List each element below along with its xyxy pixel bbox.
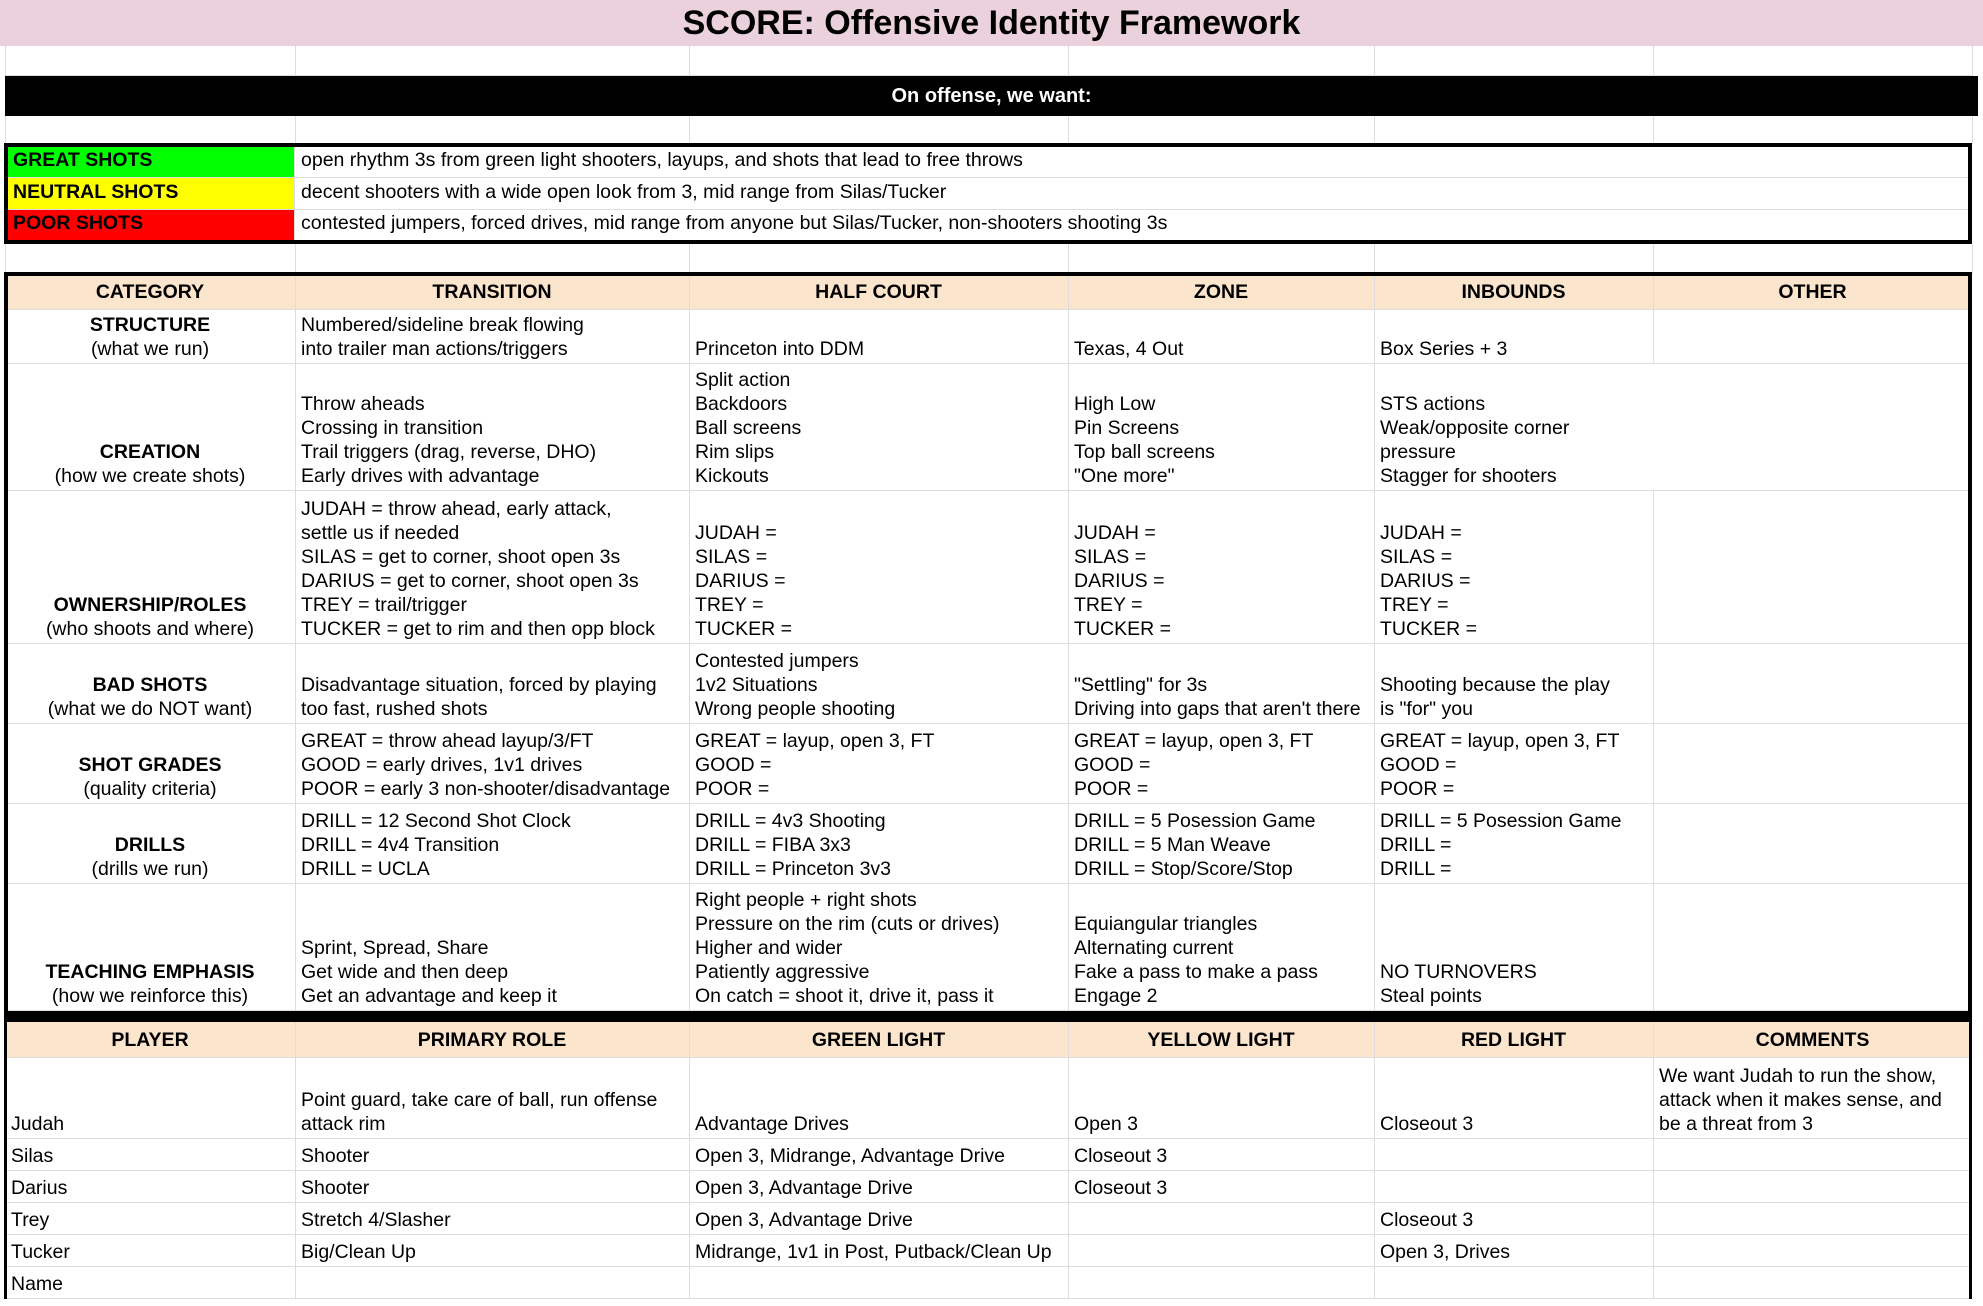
framework-cell[interactable]: Sprint, Spread, Share Get wide and then deep Get an advantage and keep it <box>301 937 557 1007</box>
framework-cell[interactable]: JUDAH = SILAS = DARIUS = TREY = TUCKER = <box>695 522 792 640</box>
grid-line <box>1374 274 1375 1011</box>
framework-cell[interactable]: JUDAH = SILAS = DARIUS = TREY = TUCKER = <box>1380 522 1477 640</box>
thick-border <box>4 272 8 1014</box>
framework-cell[interactable]: DRILL = 4v3 Shooting DRILL = FIBA 3x3 DRILL = Princeton 3v3 <box>695 810 892 880</box>
grid-line <box>5 46 6 76</box>
grid-line <box>689 244 690 274</box>
player-cell[interactable] <box>1068 1235 1374 1267</box>
category-subtitle: (what we run) <box>90 338 210 360</box>
player-cell[interactable]: Point guard, take care of ball, run offense attack rim <box>301 1089 658 1135</box>
grid-line <box>1653 244 1654 274</box>
grid-line <box>1374 244 1375 274</box>
grid-line <box>5 177 1972 178</box>
player-name[interactable]: Silas <box>11 1145 54 1167</box>
thick-border <box>1968 143 1972 244</box>
thick-border <box>4 143 8 244</box>
player-cell[interactable] <box>1653 1139 1972 1171</box>
grid-line <box>1653 116 1654 144</box>
framework-cell[interactable]: DRILL = 5 Posession Game DRILL = 5 Man Weave DRILL = Stop/Score/Stop <box>1074 810 1316 880</box>
player-cell[interactable]: Shooter <box>301 1177 370 1199</box>
category-title: OWNERSHIP/ROLES <box>53 594 247 616</box>
player-cell[interactable]: We want Judah to run the show, attack when it makes sense, and be a threat from 3 <box>1659 1065 1942 1135</box>
player-cell[interactable] <box>1068 1203 1374 1235</box>
grid-line <box>295 244 296 274</box>
framework-category[interactable] <box>5 644 295 724</box>
grid-line <box>1068 116 1069 144</box>
player-cell[interactable]: Advantage Drives <box>695 1113 849 1135</box>
player-cell[interactable]: Closeout 3 <box>1380 1209 1474 1231</box>
sheet-title: SCORE: Offensive Identity Framework <box>0 0 1983 46</box>
framework-cell[interactable]: Equiangular triangles Alternating current Fake a pass to make a pass Engage 2 <box>1074 913 1318 1007</box>
player-cell[interactable]: Closeout 3 <box>1380 1113 1474 1135</box>
player-cell[interactable]: Midrange, 1v1 in Post, Putback/Clean Up <box>695 1241 1052 1263</box>
grid-line <box>295 46 296 76</box>
player-cell[interactable]: Big/Clean Up <box>301 1241 416 1263</box>
framework-cell[interactable] <box>1653 644 1972 724</box>
grid-line <box>689 116 690 144</box>
player-name[interactable]: Name <box>11 1273 64 1295</box>
player-cell[interactable] <box>1068 1267 1374 1299</box>
category-title: CREATION <box>99 441 201 463</box>
framework-category[interactable] <box>5 804 295 884</box>
grid-line <box>5 1298 1972 1299</box>
player-cell[interactable] <box>1374 1267 1653 1299</box>
category-title: BAD SHOTS <box>92 674 208 696</box>
framework-category[interactable] <box>5 491 295 644</box>
grid-line <box>294 146 295 240</box>
grid-line <box>1068 46 1069 76</box>
framework-cell[interactable]: Texas, 4 Out <box>1074 338 1184 360</box>
framework-cell[interactable]: Throw aheads Crossing in transition Trail triggers (drag, reverse, DHO) Early drives with advantage <box>301 393 597 487</box>
player-cell[interactable] <box>1374 1139 1653 1171</box>
player-cell[interactable] <box>1653 1203 1972 1235</box>
grid-line <box>1972 46 1973 76</box>
grid-line <box>1068 1022 1069 1299</box>
framework-cell[interactable]: Right people + right shots Pressure on the rim (cuts or drives) Higher and wider Patiently aggressive On catch = shoot it, drive it, pass it <box>695 889 1000 1007</box>
framework-cell[interactable]: DRILL = 5 Posession Game DRILL = DRILL = <box>1380 810 1622 880</box>
grid-line <box>5 209 1972 210</box>
player-cell[interactable] <box>1653 1267 1972 1299</box>
player-name[interactable]: Darius <box>11 1177 68 1199</box>
framework-header-zone[interactable]: ZONE <box>1068 274 1374 310</box>
framework-category[interactable] <box>5 884 295 1011</box>
grid-line <box>1972 116 1973 144</box>
player-cell[interactable] <box>689 1267 1068 1299</box>
grid-line <box>1068 244 1069 274</box>
thick-border <box>4 143 1971 147</box>
framework-cell[interactable]: Shooting because the play is "for" you <box>1380 674 1610 720</box>
thick-border <box>4 272 1972 276</box>
player-cell[interactable]: Open 3, Drives <box>1380 1241 1511 1263</box>
framework-cell[interactable]: NO TURNOVERS Steal points <box>1380 961 1537 1007</box>
framework-cell[interactable]: Numbered/sideline break flowing into trailer man actions/triggers <box>301 314 584 360</box>
shot-type-description[interactable]: open rhythm 3s from green light shooters, layups, and shots that lead to free throws <box>301 149 1023 171</box>
grid-line <box>295 274 296 1011</box>
category-subtitle: (how we create shots) <box>54 465 246 487</box>
grid-line <box>5 244 6 274</box>
framework-cell[interactable]: Contested jumpers 1v2 Situations Wrong people shooting <box>695 650 896 720</box>
grid-line <box>5 1057 1972 1058</box>
framework-header-half-court[interactable]: HALF COURT <box>689 274 1068 310</box>
framework-header-category[interactable]: CATEGORY <box>5 274 295 310</box>
player-cell[interactable] <box>1653 1171 1972 1203</box>
player-cell[interactable]: Open 3 <box>1074 1113 1138 1135</box>
framework-cell[interactable]: JUDAH = SILAS = DARIUS = TREY = TUCKER = <box>1074 522 1171 640</box>
thick-border <box>4 240 1971 244</box>
framework-cell[interactable] <box>1653 491 1972 644</box>
framework-cell[interactable] <box>1653 310 1972 364</box>
grid-line <box>689 274 690 1011</box>
framework-cell[interactable] <box>1653 364 1972 491</box>
shot-type-label[interactable]: GREAT SHOTS <box>7 146 294 177</box>
grid-line <box>5 116 6 144</box>
player-header-yellow-light[interactable]: YELLOW LIGHT <box>1068 1022 1374 1058</box>
framework-cell[interactable] <box>1653 804 1972 884</box>
player-name[interactable]: Judah <box>11 1113 65 1135</box>
framework-cell[interactable]: JUDAH = throw ahead, early attack, settle us if needed SILAS = get to corner, shoot open 3s DARIUS = get to corner, shoot open 3s TREY = trail/trigger TUCKER = get to rim and then opp block <box>301 498 655 640</box>
player-cell[interactable]: Closeout 3 <box>1074 1177 1168 1199</box>
grid-line <box>1653 274 1654 364</box>
player-header-comments[interactable]: COMMENTS <box>1653 1022 1972 1058</box>
framework-header-transition[interactable]: TRANSITION <box>295 274 689 310</box>
category-subtitle: (quality criteria) <box>83 778 217 800</box>
player-cell[interactable] <box>295 1267 689 1299</box>
grid-line <box>295 1022 296 1299</box>
shot-type-label[interactable]: NEUTRAL SHOTS <box>7 177 294 209</box>
grid-line <box>1653 1022 1654 1299</box>
grid-line <box>1374 1022 1375 1299</box>
player-header-green-light[interactable]: GREEN LIGHT <box>689 1022 1068 1058</box>
framework-cell[interactable]: GREAT = layup, open 3, FT GOOD = POOR = <box>1380 730 1620 800</box>
framework-category[interactable] <box>5 724 295 804</box>
framework-cell[interactable]: GREAT = layup, open 3, FT GOOD = POOR = <box>695 730 935 800</box>
framework-cell[interactable] <box>1653 884 1972 1011</box>
thick-border <box>4 1022 7 1299</box>
grid-line <box>1374 46 1375 76</box>
player-cell[interactable] <box>1653 1235 1972 1267</box>
category-subtitle: (how we reinforce this) <box>51 985 249 1007</box>
framework-cell[interactable]: Disadvantage situation, forced by playing too fast, rushed shots <box>301 674 657 720</box>
framework-header-inbounds[interactable]: INBOUNDS <box>1374 274 1653 310</box>
framework-header-other[interactable]: OTHER <box>1653 274 1972 310</box>
category-subtitle: (drills we run) <box>91 858 209 880</box>
player-cell[interactable]: Stretch 4/Slasher <box>301 1209 451 1231</box>
category-title: SHOT GRADES <box>78 754 222 776</box>
thick-border <box>1968 272 1972 1014</box>
player-cell[interactable]: Open 3, Midrange, Advantage Drive <box>695 1145 1006 1167</box>
framework-cell[interactable]: STS actions Weak/opposite corner pressure Stagger for shooters <box>1380 393 1570 487</box>
shot-type-description[interactable]: contested jumpers, forced drives, mid range from anyone but Silas/Tucker, non-shooters shooting 3s <box>301 212 1168 234</box>
player-name[interactable]: Trey <box>11 1209 50 1231</box>
player-cell[interactable]: Closeout 3 <box>1074 1145 1168 1167</box>
grid-line <box>5 309 1972 310</box>
player-header-player[interactable]: PLAYER <box>5 1022 295 1058</box>
player-name[interactable]: Tucker <box>11 1241 70 1263</box>
grid-line <box>689 46 690 76</box>
thick-border <box>1969 1022 1972 1299</box>
shot-type-description[interactable]: decent shooters with a wide open look from 3, mid range from Silas/Tucker <box>301 180 947 203</box>
grid-line <box>1972 244 1973 274</box>
grid-line <box>1653 491 1654 1011</box>
framework-cell[interactable]: GREAT = throw ahead layup/3/FT GOOD = early drives, 1v1 drives POOR = early 3 non-shooter/disadvantage <box>301 730 671 800</box>
player-cell[interactable]: Open 3, Advantage Drive <box>695 1209 913 1231</box>
player-cell[interactable]: Open 3, Advantage Drive <box>695 1177 913 1199</box>
framework-cell[interactable]: Princeton into DDM <box>695 338 865 360</box>
category-title: STRUCTURE <box>89 314 211 336</box>
category-subtitle: (who shoots and where) <box>45 618 255 640</box>
category-subtitle: (what we do NOT want) <box>47 698 253 720</box>
grid-line <box>1653 46 1654 76</box>
player-header-primary-role[interactable]: PRIMARY ROLE <box>295 1022 689 1058</box>
framework-cell[interactable]: DRILL = 12 Second Shot Clock DRILL = 4v4 Transition DRILL = UCLA <box>301 810 571 880</box>
category-title: DRILLS <box>114 834 186 856</box>
framework-category[interactable] <box>5 364 295 491</box>
framework-cell[interactable]: Box Series + 3 <box>1380 338 1508 360</box>
framework-cell[interactable]: GREAT = layup, open 3, FT GOOD = POOR = <box>1074 730 1314 800</box>
shot-type-label[interactable]: POOR SHOTS <box>7 209 294 240</box>
framework-cell[interactable] <box>1653 724 1972 804</box>
player-cell[interactable] <box>1374 1171 1653 1203</box>
framework-category[interactable] <box>5 310 295 364</box>
framework-cell[interactable]: High Low Pin Screens Top ball screens "One more" <box>1074 393 1215 487</box>
grid-line <box>295 116 296 144</box>
offense-banner: On offense, we want: <box>5 76 1978 116</box>
grid-line <box>1374 116 1375 144</box>
player-header-red-light[interactable]: RED LIGHT <box>1374 1022 1653 1058</box>
thick-border <box>4 1011 1972 1022</box>
grid-line <box>1068 274 1069 1011</box>
category-title: TEACHING EMPHASIS <box>45 961 255 983</box>
framework-cell[interactable]: Split action Backdoors Ball screens Rim slips Kickouts <box>695 369 802 487</box>
framework-cell[interactable]: "Settling" for 3s Driving into gaps that aren't there <box>1074 674 1361 720</box>
grid-line <box>689 1022 690 1299</box>
player-cell[interactable]: Shooter <box>301 1145 370 1167</box>
